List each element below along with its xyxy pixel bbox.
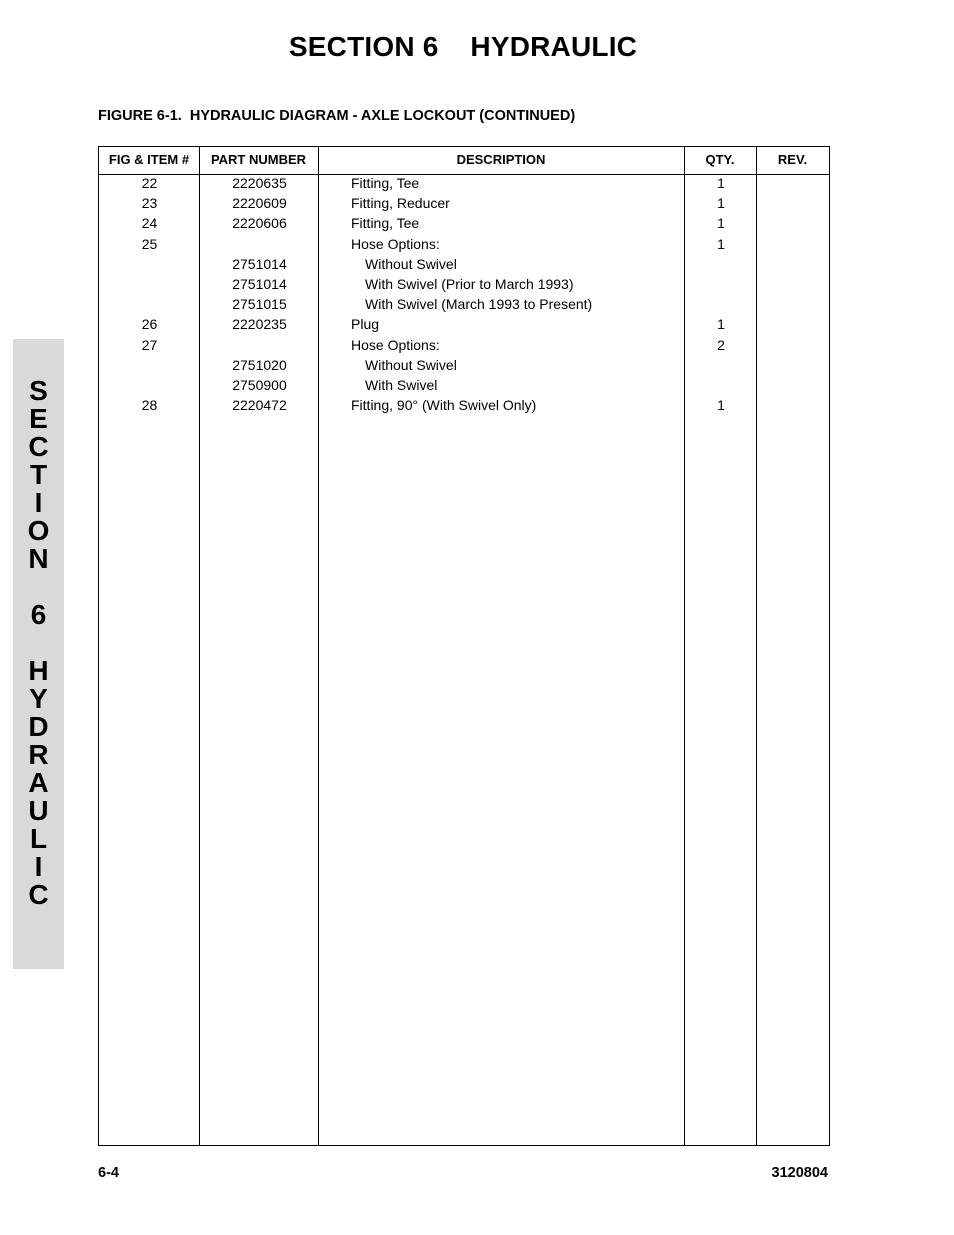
side-tab-letter: 6 [30,599,47,630]
row-description: Hose Options: [351,336,440,353]
side-tab-letter: I [34,851,43,882]
side-tab-letter: H [28,655,49,686]
side-tab-letter: A [28,767,49,798]
row-item-number: 24 [141,215,158,232]
row-quantity: 1 [717,235,725,252]
row-quantity: 2 [717,336,725,353]
table-row [99,314,829,334]
row-part-number: 2220609 [232,195,287,212]
table-row [99,213,829,233]
side-tab-letter: T [29,459,48,490]
side-tab-letter: N [28,543,49,574]
page-number: 6-4 [98,1165,119,1181]
row-item-number: 23 [141,195,158,212]
table-row [99,274,829,294]
figure-title: FIGURE 6-1. HYDRAULIC DIAGRAM - AXLE LOCKOUT (CONTINUED) [98,108,576,124]
table-row [99,395,829,415]
row-part-number: 2751014 [232,255,287,272]
table-row [99,335,829,355]
row-item-number: 26 [141,316,158,333]
table-row [99,294,829,314]
row-part-number: 2220606 [232,215,287,232]
section-title: SECTION 6 HYDRAULIC [288,31,638,62]
table-row [99,254,829,274]
row-description: Fitting, 90° (With Swivel Only) [351,397,537,414]
row-part-number: 2751014 [232,276,287,292]
header-description: DESCRIPTION [456,152,546,167]
row-item-number: 27 [141,336,158,353]
header-fig-item: FIG & ITEM # [108,152,190,167]
row-item-number: 22 [141,175,158,191]
side-tab-letter: C [28,431,49,462]
parts-table [98,146,830,1146]
side-tab-letter: R [28,739,49,770]
row-description: Without Swivel [365,255,457,272]
side-tab-letter: L [29,823,48,854]
table-row [99,375,829,395]
header-rev: REV. [777,152,808,167]
header-qty: QTY. [705,152,735,167]
row-description: Hose Options: [351,235,440,252]
side-tab-letter: U [28,795,49,826]
row-part-number: 2220472 [232,397,287,414]
row-quantity: 1 [717,316,725,333]
row-description: With Swivel (March 1993 to Present) [365,296,593,313]
table-header [99,147,829,175]
row-quantity: 1 [717,215,725,232]
table-row [99,355,829,375]
row-part-number: 2751015 [232,296,287,313]
row-description: With Swivel [365,377,438,393]
row-item-number: 28 [141,397,158,414]
row-description: Without Swivel [365,356,457,373]
side-tab-letter: Y [29,683,48,714]
side-tab-letter: D [28,711,49,742]
table-row [99,193,829,213]
side-tab-letter: E [29,403,48,434]
table-row [99,234,829,254]
row-description: Plug [351,316,380,333]
row-quantity: 1 [717,175,725,191]
row-quantity: 1 [717,397,725,414]
row-part-number: 2220235 [232,316,287,333]
side-tab-letter: O [27,515,50,546]
row-part-number: 2750900 [232,377,287,393]
side-tab-letter: I [34,487,43,518]
row-description: Fitting, Reducer [351,195,450,212]
row-description: Fitting, Tee [351,215,420,232]
row-quantity: 1 [717,195,725,212]
row-description: Fitting, Tee [351,175,420,191]
side-tab-letter: C [28,879,49,910]
section-side-tab [13,339,64,969]
row-part-number: 2751020 [232,356,287,373]
row-description: With Swivel (Prior to March 1993) [365,276,574,292]
side-tab-letter: S [29,375,48,406]
row-part-number: 2220635 [232,175,287,191]
row-item-number: 25 [141,235,158,252]
header-part-number: PART NUMBER [210,152,307,167]
table-row [99,173,829,193]
document-number: 3120804 [771,1165,828,1181]
